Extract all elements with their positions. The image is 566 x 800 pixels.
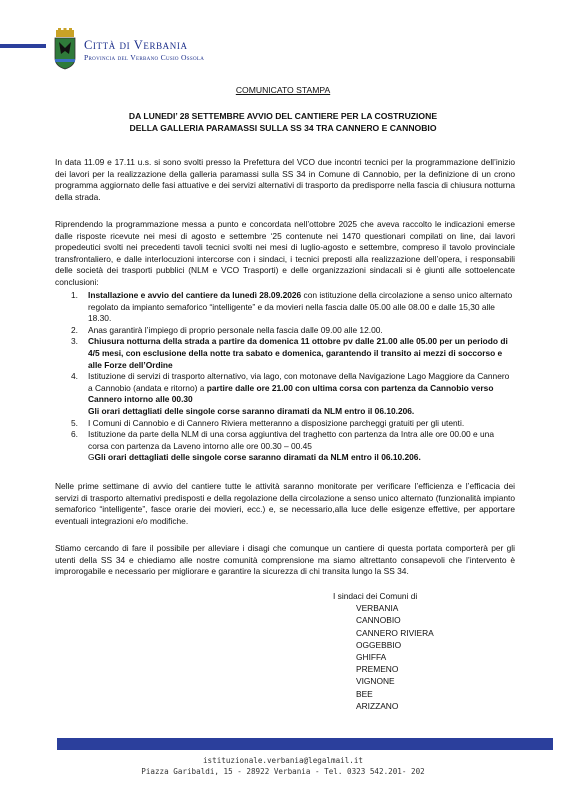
municipality-name: ARIZZANO (356, 700, 399, 711)
point-4-text: Istituzione di servizi di trasporto alternativo, via lago, con motonave della Navigazione Lago Maggiore da Cannero a Cannobio (andata e ritorno) a (88, 371, 510, 393)
municipality-name: PREMENO (356, 664, 399, 675)
paragraph-intro: In data 11.09 e 17.11 u.s. si sono svolti presso la Prefettura del VCO due incontri tecnici per la programmazione dell’inizio dei lavori per la realizzazione della galleria paramassi sulla SS 34 in Comune di Cannobio, per la definizione di un crono programma aggiornato delle fasi attuative e dei servizi alternativi di trasporto da predisporre nella fascia di chiusura notturna della strada. (55, 157, 515, 202)
point-3-bold: Chiusura notturna della strada a partire da domenica 11 ottobre pv dalle 21.00 alle 05.00 per un periodo di 4/5 mesi, con esclusione della notte tra sabato e domenica, garantendo il transito ai mezzi di soccorso e alle Forze dell’Ordine (88, 336, 508, 370)
city-crest-icon (53, 28, 77, 70)
headline-line-1: DA LUNEDI’ 28 SETTEMBRE AVVIO DEL CANTIERE PER LA COSTRUZIONE (128, 111, 438, 121)
footer-address: Piazza Garibaldi, 15 - 28922 Verbania - Tel. 0323 542.201- 202 (141, 767, 425, 776)
list-item (55, 371, 515, 417)
headline-line-2: DELLA GALLERIA PARAMASSI SULLA SS 34 TRA CANNERO E CANNOBIO (129, 123, 437, 133)
municipality-name: VERBANIA (356, 603, 399, 614)
list-number: 4. (71, 371, 78, 382)
list-number: 3. (71, 336, 78, 347)
paragraph-context: Riprendendo la programmazione messa a punto e concordata nell’ottobre 2025 che aveva raccolto le indicazioni emerse dalle risposte ricevute nei mesi di agosto e settembre ‘25 contenute nei 1470 questionari compilati on line, dai lavori propedeutici svolti nei precedenti tavoli tecnici svolti nei mesi di luglio-agosto e settembre, compreso il tavolo provinciale transfrontaliero, e dalle interlocuzioni intercorse con i sindaci, i tecnici preposti alla realizzazione dell’opera, i responsabili delle società dei trasporti pubblici (NLM e VCO Trasporti) e delle organizzazioni sindacali si è giunti alle sottoelencate conclusioni: (55, 219, 515, 287)
signoff-block (333, 590, 434, 712)
signoff-intro: I sindaci dei Comuni di (333, 591, 418, 601)
point-4-bold: partire dalle ore 21.00 con ultima corsa con partenza da Cannobio verso Cannero intorno alle 00.30 (88, 382, 494, 405)
point-5-text: I Comuni di Cannobio e di Cannero Riviera metteranno a disposizione parcheggi gratuiti per gli utenti. (88, 417, 465, 428)
municipality-name: CANNOBIO (356, 615, 401, 626)
list-number: 2. (71, 324, 78, 335)
point-1-bold: Installazione e avvio del cantiere da lunedì 28.09.2026 (88, 290, 302, 300)
list-item (55, 418, 515, 430)
city-subtitle: Provincia del Verbano Cusio Ossola (84, 53, 205, 62)
footer-email: istituzionale.verbania@legalmail.it (202, 756, 363, 765)
municipality-name: BEE (356, 688, 373, 699)
conclusions-list (55, 290, 515, 464)
list-item (55, 325, 515, 337)
point-4-note: Gli orari dettagliati delle singole corse saranno diramati da NLM entro il 06.10.206. (88, 405, 415, 416)
point-2-text: Anas garantirà l’impiego di proprio personale nella fascia dalle 09.00 alle 12.00. (88, 324, 383, 335)
municipality-name: VIGNONE (356, 676, 395, 687)
point-6-text: Istituzione da parte della NLM di una corsa aggiuntiva del traghetto con partenza da Intra alle ore 00.00 e una corsa con partenza da Laveno intorno alle ore 00.30 – 00.45 (88, 429, 494, 451)
municipality-name: CANNERO RIVIERA (356, 627, 434, 638)
point-6-prefix: G (88, 452, 95, 463)
list-item (55, 429, 515, 464)
point-6-note: Gli orari dettagliati delle singole corse saranno diramati da NLM entro il 06.10.206. (94, 452, 421, 463)
press-release-label: COMUNICATO STAMPA (235, 85, 331, 95)
footer-accent-bar (57, 738, 553, 750)
list-number: 5. (71, 417, 78, 428)
headline (0, 110, 566, 134)
paragraph-closing: Stiamo cercando di fare il possibile per alleviare i disagi che comunque un cantiere di questa portata comporterà per gli utenti della SS 34 e chiediamo alle nostre comunità comprensione ma siamo altrettanto consapevoli che l’intervento è improrogabile e necessario per migliorare e garantire la sicurezza di chi transita lungo la SS 34. (55, 543, 515, 577)
header-accent-bar (0, 44, 46, 48)
list-item (55, 336, 515, 371)
list-number: 1. (71, 290, 78, 300)
list-number: 6. (71, 429, 78, 440)
paragraph-monitoring: Nelle prime settimane di avvio del cantiere tutte le attività saranno monitorate per verificare l’efficienza e l’efficacia dei servizi di trasporto alternativi predisposti e della regolazione della circolazione a senso unico alternato (funzionalità impianto semaforico “intelligente”, fasce orarie dei movieri, ecc.) e, se necessario,alla luce delle esigenze effettive, per apportare eventuali integrazioni e/o modifiche. (55, 481, 515, 526)
point-1-text: con istituzione della circolazione a senso unico alternato regolato da impianto semaforico “intelligente” e da movieri nella fascia dalle 05.00 alle 08.00 e dalle 15,30 alle 18.30. (88, 290, 513, 324)
list-item (55, 290, 515, 325)
municipality-name: GHIFFA (356, 652, 387, 663)
municipality-list (333, 602, 434, 712)
municipality-name: OGGEBBIO (356, 639, 402, 650)
city-title: Città di Verbania (84, 38, 188, 52)
